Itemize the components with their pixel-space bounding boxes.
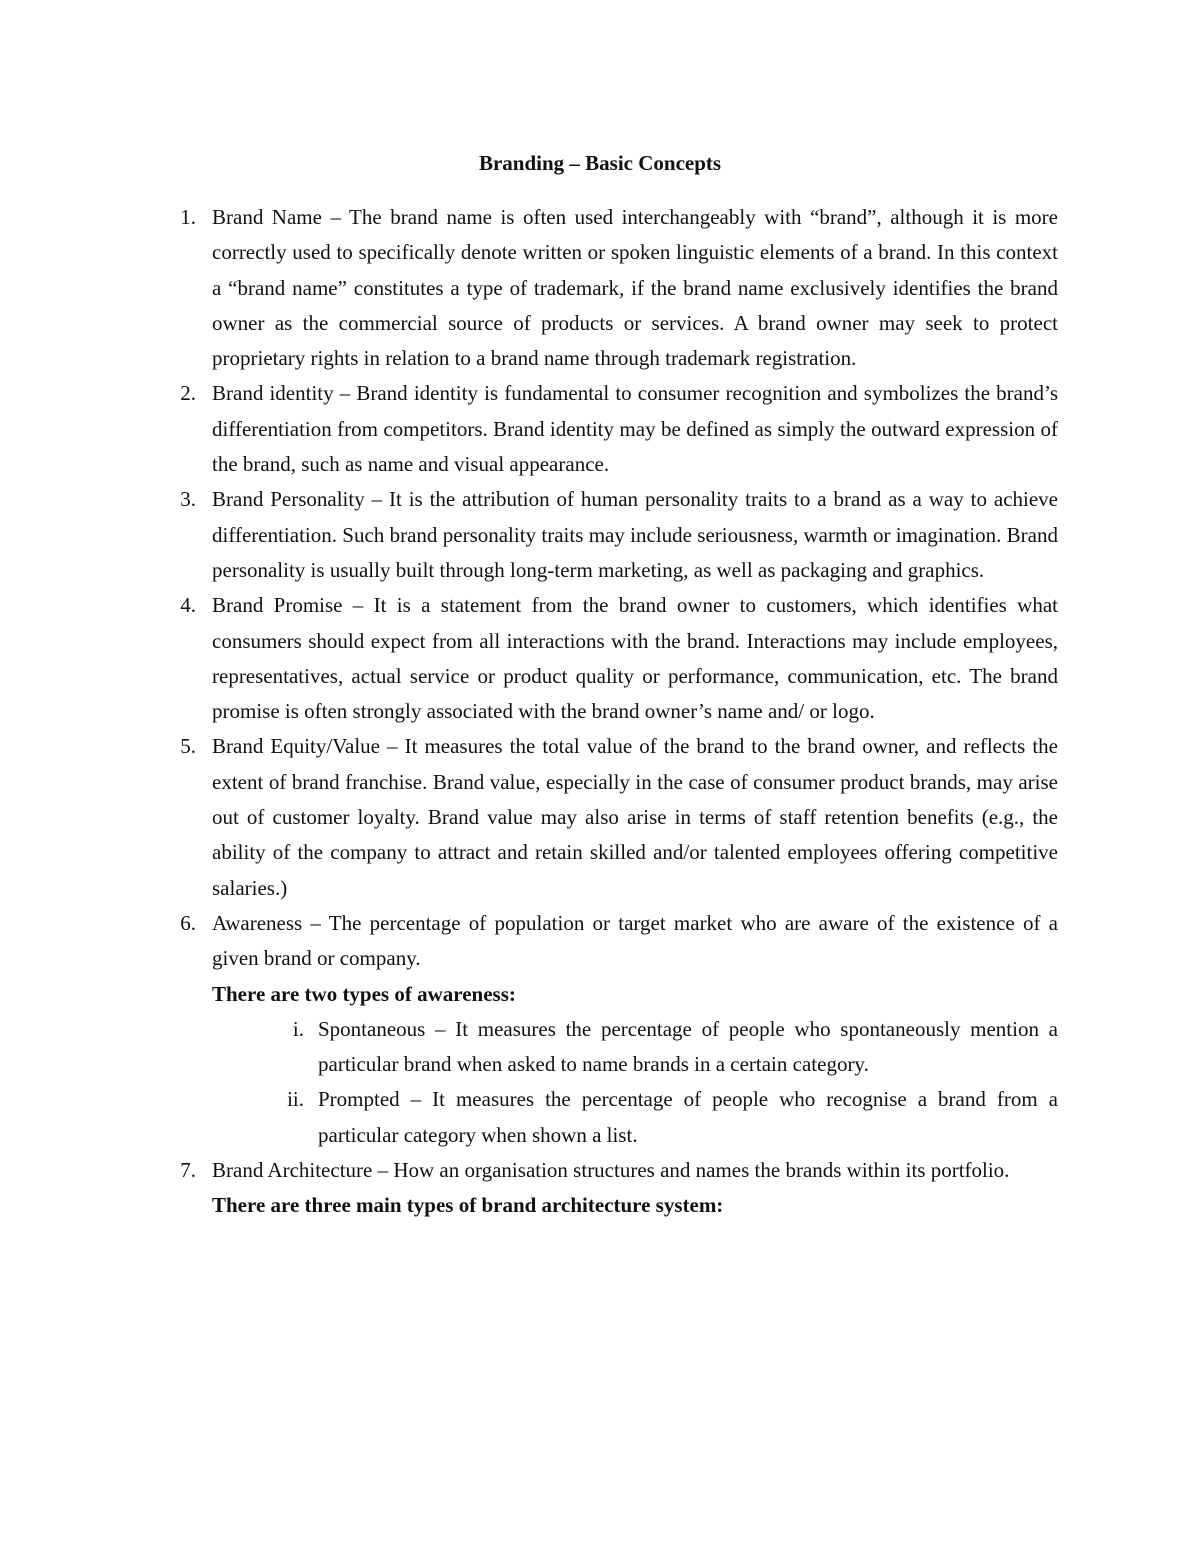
page-title: Branding – Basic Concepts — [478, 151, 722, 175]
awareness-types-heading: There are two types of awareness: — [212, 981, 516, 1006]
list-item-text: Brand Architecture – How an organisation structures and names the brands within its portfolio. — [212, 1158, 1010, 1183]
list-item-text: Brand Promise – It is a statement from the brand owner to customers, which identifies what consumers should expect from all interactions with the brand. Interactions may include employees, representatives, actual service or product quality or performance, communication, etc. The brand promise is often strongly associated with the brand owner’s name and/ or logo. — [212, 593, 1058, 724]
list-item-brand-promise — [170, 588, 1058, 729]
list-item-number: 2. — [180, 381, 196, 406]
list-item-number: 3. — [180, 487, 196, 512]
architecture-types-heading: There are three main types of brand architecture system: — [212, 1193, 724, 1218]
list-item-number: 1. — [180, 205, 196, 229]
list-item-text: Brand Equity/Value – It measures the total value of the brand to the brand owner, and reflects the extent of brand franchise. Brand value, especially in the case of consumer product brands, may arise out of customer loyalty. Brand value may also arise in terms of staff retention benefits (e.g., the ability of the company to attract and retain skilled and/or talented employees offering competitive salaries.) — [212, 734, 1058, 900]
list-item-number: 7. — [180, 1158, 196, 1183]
list-item-text: Brand identity – Brand identity is fundamental to consumer recognition and symbolizes the brand’s differentiation from competitors. Brand identity may be defined as simply the outward expression of the brand, such as name and visual appearance. — [212, 381, 1058, 477]
list-item-brand-equity — [170, 729, 1058, 905]
list-item-text: Awareness – The percentage of population or target market who are aware of the existence of a given brand or company. — [212, 910, 1058, 971]
sub-item-spontaneous — [212, 1012, 1058, 1083]
list-item-text: Brand Personality – It is the attribution of human personality traits to a brand as a way to achieve differentiation. Such brand personality traits may include seriousness, warmth or imagination. Brand personality is usually built through long-term marketing, as well as packaging and graphics. — [212, 487, 1058, 582]
sub-item-text: Prompted – It measures the percentage of people who recognise a brand from a particular category when shown a list. — [318, 1087, 1058, 1147]
sub-item-number: ii. — [287, 1087, 304, 1112]
concepts-list — [170, 200, 1058, 1224]
list-item-brand-personality — [170, 482, 1058, 588]
list-item-brand-architecture — [170, 1153, 1058, 1224]
list-item-brand-identity — [170, 376, 1058, 482]
list-item-number: 4. — [180, 593, 196, 618]
list-item-brand-name — [170, 200, 1058, 376]
sub-item-text: Spontaneous – It measures the percentage of people who spontaneously mention a particular brand when asked to name brands in a certain category. — [318, 1016, 1058, 1077]
sub-item-number: i. — [292, 1016, 304, 1041]
list-item-awareness — [170, 906, 1058, 1153]
list-item-number: 6. — [180, 910, 196, 935]
list-item-text: Brand Name – The brand name is often used interchangeably with “brand”, although it is more correctly used to specifically denote written or spoken linguistic elements of a brand. In this context a “brand name” constitutes a type of trademark, if the brand name exclusively identifies the brand owner as the commercial source of products or services. A brand owner may seek to protect proprietary rights in relation to a brand name through trademark registration. — [212, 205, 1058, 371]
list-item-number: 5. — [180, 734, 196, 759]
sub-item-prompted — [212, 1082, 1058, 1153]
